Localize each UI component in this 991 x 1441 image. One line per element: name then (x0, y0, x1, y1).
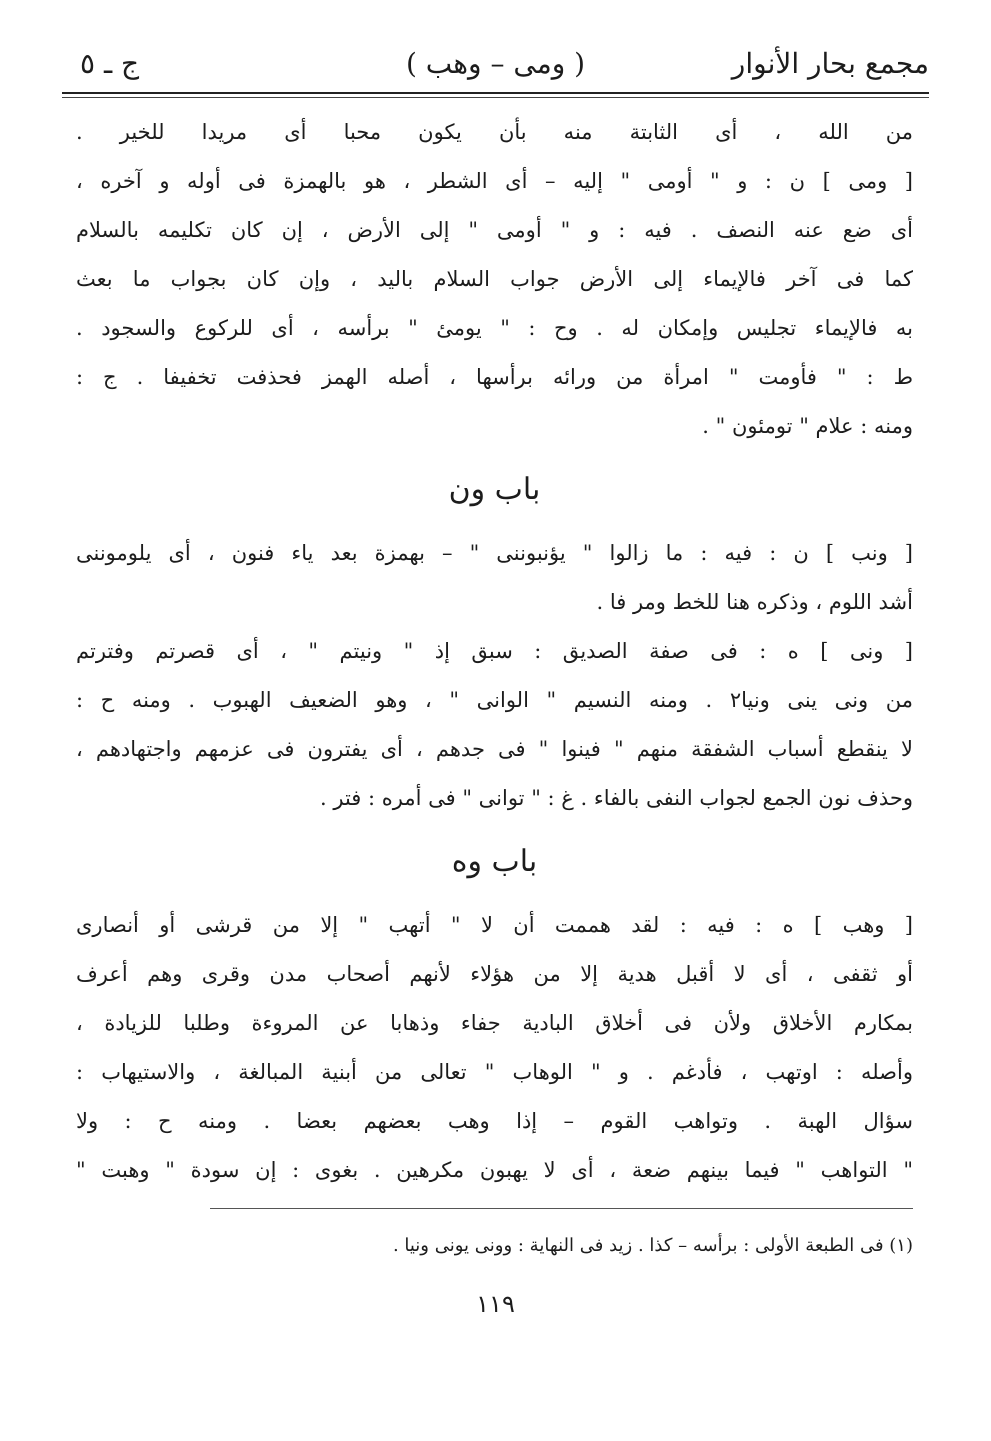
text-line: بمكارم الأخلاق ولأن فى أخلاق البادية جفاء وذهابا عن المروءة وطلبا للزيادة ، (76, 1011, 913, 1035)
text-line: أشد اللوم ، وذكره هنا للخط ومر فا . (596, 590, 913, 614)
header-rule-thin (62, 97, 929, 98)
text-line: [ ونب ] ن : فيه : ما زالوا " يؤنبوننى " – بهمزة بعد ياء فنون ، أى يلوموننى (76, 541, 913, 565)
text-line: من ونى ينى ونيا٢ . ومنه النسيم " الوانى " ، وهو الضعيف الهبوب . ومنه ح : (76, 688, 913, 712)
footnote-rule (210, 1208, 913, 1209)
section-range: ( ومى – وهب ) (405, 47, 586, 80)
text-line: به فالإيماء تجليس وإمكان له . وح : " يومئ " برأسه ، أى للركوع والسجود . (76, 316, 913, 340)
text-line: سؤال الهبة . وتواهب القوم – إذا وهب بعضهم بعضا . ومنه ح : ولا (76, 1109, 913, 1133)
header-rule (62, 92, 929, 94)
text-line: وحذف نون الجمع لجواب النفى بالفاء . غ : " توانى " فى أمره : فتر . (320, 786, 913, 810)
running-head (62, 44, 929, 84)
text-line: " التواهب " فيما بينهم ضعة ، أى لا يهبون مكرهين . بغوى : إن سودة " وهبت " (76, 1158, 913, 1182)
text-line: ومنه : علام " تومئون " . (702, 414, 913, 438)
main-text (76, 108, 913, 1195)
section-heading: باب وه (451, 844, 538, 879)
text-line: ط : " فأومت " امرأة من ورائه برأسها ، أصله الهمز فحذفت تخفيفا . ج : (76, 365, 913, 389)
text-line: [ وهب ] ه : فيه : لقد هممت أن لا " أتهب " إلا من قرشى أو أنصارى (76, 913, 913, 937)
page-number: ١١٩ (476, 1290, 515, 1318)
text-line: كما فى آخر فالإيماء إلى الأرض جواب السلام باليد ، وإن كان بجواب ما بعث (76, 267, 913, 291)
section-heading: باب ون (448, 472, 541, 507)
text-line: من الله ، أى الثابتة منه بأن يكون محبا أى مريدا للخير . (76, 120, 913, 144)
text-line: أى ضع عنه النصف . فيه : و " أومى " إلى الأرض ، إن كان تكليمه بالسلام (76, 218, 913, 242)
text-line: [ ونى ] ه : فى صفة الصديق : سبق إذ " ونيتم " ، أى قصرتم وفترتم (76, 639, 913, 663)
text-line: [ ومى ] ن : و " أومى " إليه – أى الشطر ، هو بالهمزة فى أوله و آخره ، (76, 169, 913, 193)
footnote: (١) فى الطبعة الأولى : برأسه – كذا . زيد فى النهاية : وونى يونى ونيا . (392, 1235, 913, 1256)
text-line: وأصله : اوتهب ، فأدغم . و " الوهاب " تعالى من أبنية المبالغة ، والاستيهاب : (76, 1060, 913, 1084)
book-title: مجمع بحار الأنوار (731, 47, 929, 80)
text-line: أو ثقفى ، أى لا أقبل هدية إلا من هؤلاء لأنهم أصحاب مدن وقرى وهم أعرف (76, 962, 913, 986)
volume-number: ج ـ ٥ (80, 47, 140, 80)
text-line: لا ينقطع أسباب الشفقة منهم " فينوا " فى جدهم ، أى يفترون فى عزمهم واجتهادهم ، (76, 737, 913, 761)
